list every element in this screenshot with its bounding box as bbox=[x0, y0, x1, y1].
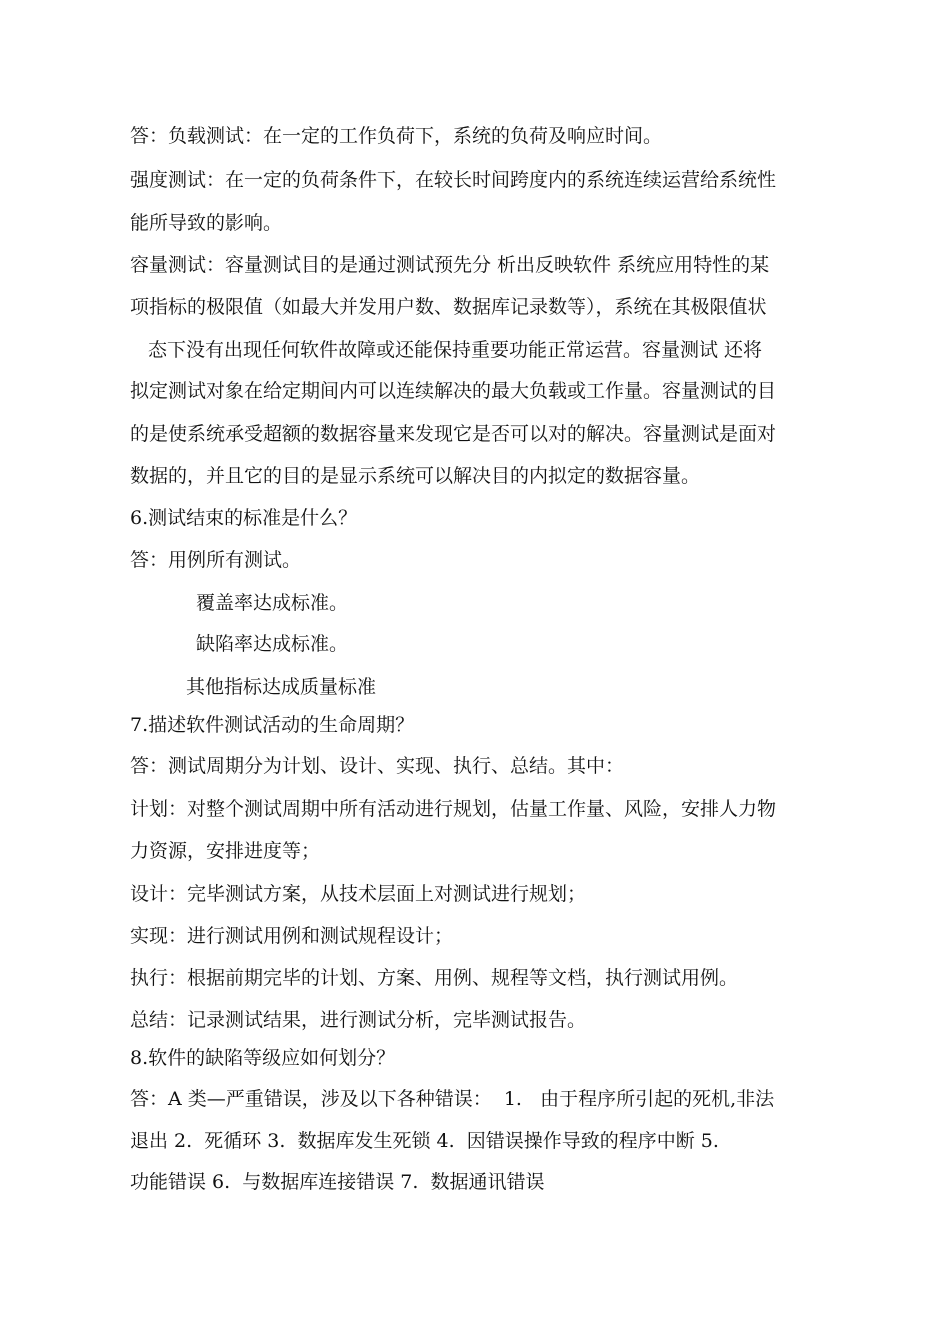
answer-8-line-3: 功能错误 6. 与数据库连接错误 7. 数据通讯错误 bbox=[130, 1171, 545, 1193]
capacity-test-line-3: 态下没有出现任何软件故障或还能保持重要功能正常运营。容量测试 还将 bbox=[148, 339, 763, 361]
question-6: 6.测试结束的标准是什么？ bbox=[130, 507, 358, 529]
capacity-test-line-6: 数据的，并且它的目的是显示系统可以解决目的内拟定的数据容量。 bbox=[130, 465, 701, 487]
answer-6-other-metrics: 其他指标达成质量标准 bbox=[186, 676, 377, 698]
capacity-test-line-1: 容量测试：容量测试目的是通过测试预先分 析出反映软件 系统应用特性的某 bbox=[130, 254, 770, 276]
capacity-test-line-4: 拟定测试对象在给定期间内可以连续解决的最大负载或工作量。容量测试的目 bbox=[130, 380, 777, 402]
answer-7-plan-line-2: 力资源，安排进度等； bbox=[130, 840, 321, 862]
answer-7-implement: 实现：进行测试用例和测试规程设计； bbox=[130, 925, 454, 947]
capacity-test-line-2: 项指标的极限值（如最大并发用户数、数据库记录数等），系统在其极限值状 bbox=[130, 296, 767, 318]
answer-7-summary: 总结：记录测试结果，进行测试分析，完毕测试报告。 bbox=[130, 1009, 587, 1031]
answer-7-plan-line-1: 计划：对整个测试周期中所有活动进行规划，估量工作量、风险，安排人力物 bbox=[130, 798, 777, 820]
stress-test-line-2: 能所导致的影响。 bbox=[130, 212, 283, 234]
answer-5-load-test: 答：负载测试：在一定的工作负荷下，系统的负荷及响应时间。 bbox=[130, 125, 663, 147]
answer-7-intro: 答：测试周期分为计划、设计、实现、执行、总结。其中： bbox=[130, 755, 625, 777]
answer-6-line-1: 答：用例所有测试。 bbox=[130, 549, 302, 571]
answer-6-coverage: 覆盖率达成标准。 bbox=[196, 592, 349, 614]
answer-8-line-1: 答：A 类—严重错误，涉及以下各种错误： 1. 由于程序所引起的死机,非法 bbox=[130, 1088, 775, 1110]
question-7: 7.描述软件测试活动的生命周期？ bbox=[130, 714, 415, 736]
answer-6-defect-rate: 缺陷率达成标准。 bbox=[196, 633, 349, 655]
stress-test-line-1: 强度测试：在一定的负荷条件下，在较长时间跨度内的系统连续运营给系统性 bbox=[130, 169, 777, 191]
answer-8-line-2: 退出 2. 死循环 3. 数据库发生死锁 4. 因错误操作导致的程序中断 5. bbox=[130, 1130, 719, 1152]
capacity-test-line-5: 的是使系统承受超额的数据容量来发现它是否可以对的解决。容量测试是面对 bbox=[130, 423, 777, 445]
answer-7-execute: 执行：根据前期完毕的计划、方案、用例、规程等文档，执行测试用例。 bbox=[130, 967, 739, 989]
answer-7-design: 设计：完毕测试方案，从技术层面上对测试进行规划； bbox=[130, 883, 587, 905]
question-8: 8.软件的缺陷等级应如何划分？ bbox=[130, 1047, 396, 1069]
